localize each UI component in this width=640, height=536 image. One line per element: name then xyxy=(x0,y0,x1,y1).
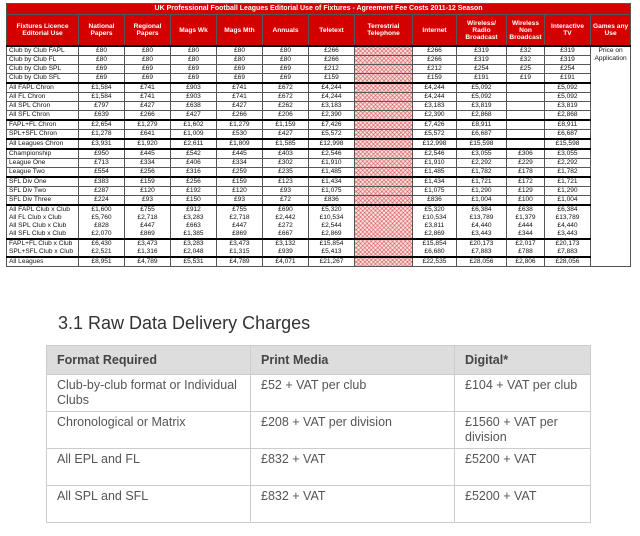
fee-row xyxy=(7,83,631,93)
fee-cell: £80 xyxy=(217,46,263,56)
fee-cell: £4,789 xyxy=(217,257,263,267)
fee-row xyxy=(7,239,631,257)
fee-row xyxy=(7,205,631,239)
fee-cell: £256 xyxy=(171,177,217,187)
fee-cell: £6,687 xyxy=(457,130,507,140)
fee-cell: £72 xyxy=(263,196,309,206)
delivery-column-header: Digital* xyxy=(455,346,591,375)
fee-cell: £191 xyxy=(457,74,507,84)
fee-row-label: All FAPL Club x Club All FL Club x Club All SPL Club x Club All SFL Club x Club xyxy=(7,205,79,239)
delivery-cell: £104 + VAT per club xyxy=(455,375,591,412)
fee-cell: £641 xyxy=(125,130,171,140)
fee-cell: £15,854 £5,413 xyxy=(309,239,355,257)
fee-cell: £319 xyxy=(545,46,591,56)
fee-row xyxy=(7,46,631,56)
fee-row-label: FAPL+FL Club x Club SPL+SFL Club x Club xyxy=(7,239,79,257)
fee-cell: £159 xyxy=(309,74,355,84)
fee-cell: £15,598 xyxy=(545,139,591,149)
fee-cell: £172 xyxy=(507,177,545,187)
delivery-row xyxy=(47,449,591,486)
terrestrial-telephone-cell xyxy=(355,139,413,149)
fee-cell: £4,244 xyxy=(309,83,355,93)
fee-cell: £266 xyxy=(309,46,355,56)
fee-row xyxy=(7,65,631,74)
delivery-cell: £832 + VAT xyxy=(251,486,455,523)
fee-cell: £427 xyxy=(217,102,263,111)
fee-cell: £69 xyxy=(263,65,309,74)
fee-column-header: Games any Use xyxy=(591,15,631,47)
fee-row xyxy=(7,130,631,140)
terrestrial-telephone-cell xyxy=(355,93,413,102)
fee-cell: £192 xyxy=(171,187,217,196)
fee-cell: £797 xyxy=(79,102,125,111)
delivery-cell: All SPL and SFL xyxy=(47,486,251,523)
fee-cell: £3,055 xyxy=(457,149,507,159)
fee-row-label: All SFL Chron xyxy=(7,111,79,121)
fee-row xyxy=(7,111,631,121)
fee-cell: £120 xyxy=(125,187,171,196)
fee-cell xyxy=(507,93,545,102)
fee-cell: £1,279 xyxy=(217,120,263,130)
delivery-cell: £1560 + VAT per division xyxy=(455,412,591,449)
fee-cell: £903 xyxy=(171,93,217,102)
fee-cell: £2,017 £788 xyxy=(507,239,545,257)
fee-cell: £80 xyxy=(171,46,217,56)
fee-cell: £8,951 xyxy=(79,257,125,267)
fee-table-title: UK Professional Football Leagues Editorial Use of Fixtures - Agreement Fee Costs 2011-12 Season xyxy=(7,4,631,15)
fee-cell: £19 xyxy=(507,74,545,84)
fee-row xyxy=(7,139,631,149)
fee-cell: £80 xyxy=(217,56,263,65)
fee-cell: £3,183 xyxy=(413,102,457,111)
fee-row xyxy=(7,257,631,267)
fee-row-label: Club by Club SPL xyxy=(7,65,79,74)
fee-cell: £28,056 xyxy=(457,257,507,267)
fee-row xyxy=(7,177,631,187)
fee-cell: £5,320 £10,534 £3,811 £2,869 xyxy=(413,205,457,239)
delivery-row xyxy=(47,375,591,412)
fee-cell: £3,473 £1,316 xyxy=(125,239,171,257)
fee-cell: £3,283 £2,048 xyxy=(171,239,217,257)
fee-cell: £266 xyxy=(125,111,171,121)
fee-cell: £4,071 xyxy=(263,257,309,267)
fee-column-header: Wireless/ Radio Broadcast xyxy=(457,15,507,47)
delivery-cell: £208 + VAT per division xyxy=(251,412,455,449)
fee-row xyxy=(7,196,631,206)
fee-cell: £5,531 xyxy=(171,257,217,267)
fee-column-header: Interactive TV xyxy=(545,15,591,47)
fee-cell: £212 xyxy=(309,65,355,74)
fee-cell: £306 xyxy=(507,149,545,159)
fee-cell: £1,290 xyxy=(457,187,507,196)
fee-cell: £5,092 xyxy=(545,93,591,102)
fee-cell: £445 xyxy=(125,149,171,159)
fee-cell: £3,132 £939 xyxy=(263,239,309,257)
terrestrial-telephone-cell xyxy=(355,111,413,121)
fee-cell: £2,611 xyxy=(171,139,217,149)
fee-cell: £530 xyxy=(217,130,263,140)
fee-row-label: All Leagues Chron xyxy=(7,139,79,149)
delivery-cell: All EPL and FL xyxy=(47,449,251,486)
fee-cell: £6,687 xyxy=(545,130,591,140)
fee-cell: £191 xyxy=(545,74,591,84)
fee-column-header: Terrestrial Telephone xyxy=(355,15,413,47)
fee-cell: £1,910 xyxy=(413,159,457,168)
fee-cell: £302 xyxy=(263,159,309,168)
fee-cell: £1,782 xyxy=(457,168,507,178)
fee-cell: £1,278 xyxy=(79,130,125,140)
fee-row-label: League Two xyxy=(7,168,79,178)
fee-cell: £159 xyxy=(413,74,457,84)
fee-cell: £69 xyxy=(125,74,171,84)
fee-cell: £3,931 xyxy=(79,139,125,149)
fee-cell: £5,092 xyxy=(545,83,591,93)
fee-row-label: Club by Club SFL xyxy=(7,74,79,84)
fee-cell: £120 xyxy=(217,187,263,196)
fee-cell: £1,721 xyxy=(457,177,507,187)
fee-cell: £150 xyxy=(171,196,217,206)
fee-cell: £690 £2,442 £272 £667 xyxy=(263,205,309,239)
terrestrial-telephone-cell xyxy=(355,74,413,84)
fee-cell xyxy=(507,130,545,140)
fee-cell: £229 xyxy=(507,159,545,168)
fee-cell: £383 xyxy=(79,177,125,187)
fee-cell: £836 xyxy=(309,196,355,206)
fee-row xyxy=(7,149,631,159)
fee-table-header-row xyxy=(7,15,631,47)
fee-cell: £15,598 xyxy=(457,139,507,149)
fee-cell: £427 xyxy=(125,102,171,111)
fee-cell: £5,320 £10,534 £2,544 £2,869 xyxy=(309,205,355,239)
fee-table xyxy=(6,3,631,267)
fee-cell: £741 xyxy=(217,93,263,102)
fee-cell: £266 xyxy=(413,46,457,56)
fee-row xyxy=(7,187,631,196)
fee-cell: £319 xyxy=(545,56,591,65)
terrestrial-telephone-cell xyxy=(355,149,413,159)
fee-cell: £69 xyxy=(171,74,217,84)
fee-cell: £80 xyxy=(263,56,309,65)
fee-cell: £1,485 xyxy=(413,168,457,178)
fee-cell: £2,546 xyxy=(413,149,457,159)
fee-cell: £32 xyxy=(507,46,545,56)
fee-cell: £69 xyxy=(79,74,125,84)
fee-row-label: SFL Div Three xyxy=(7,196,79,206)
fee-row-label: SFL Div Two xyxy=(7,187,79,196)
fee-cell: £28,056 xyxy=(545,257,591,267)
fee-cell: £6,430 £2,521 xyxy=(79,239,125,257)
fee-cell: £80 xyxy=(171,56,217,65)
fee-cell: £69 xyxy=(125,65,171,74)
fee-cell: £406 xyxy=(171,159,217,168)
fee-cell xyxy=(507,102,545,111)
fee-cell: £80 xyxy=(125,56,171,65)
fee-cell: £741 xyxy=(217,83,263,93)
fee-cell: £672 xyxy=(263,83,309,93)
fee-row xyxy=(7,56,631,65)
terrestrial-telephone-cell xyxy=(355,56,413,65)
fee-row-label: All FAPL Chron xyxy=(7,83,79,93)
fee-cell: £123 xyxy=(263,177,309,187)
fee-cell: £12,998 xyxy=(309,139,355,149)
fee-cell: £262 xyxy=(263,102,309,111)
fee-cell: £32 xyxy=(507,56,545,65)
fee-cell: £254 xyxy=(545,65,591,74)
delivery-cell: £832 + VAT xyxy=(251,449,455,486)
fee-cell: £8,911 xyxy=(545,120,591,130)
fee-cell: £1,004 xyxy=(457,196,507,206)
fee-row xyxy=(7,120,631,130)
fee-cell: £542 xyxy=(171,149,217,159)
fee-cell: £334 xyxy=(125,159,171,168)
terrestrial-telephone-cell xyxy=(355,65,413,74)
fee-cell: £1,075 xyxy=(309,187,355,196)
fee-cell: £912 £3,283 £663 £1,385 xyxy=(171,205,217,239)
fee-cell: £316 xyxy=(171,168,217,178)
fee-cell: £3,473 £1,315 xyxy=(217,239,263,257)
fee-cell: £69 xyxy=(171,65,217,74)
fee-cell: £1,004 xyxy=(545,196,591,206)
terrestrial-telephone-cell xyxy=(355,120,413,130)
fee-cell: £206 xyxy=(263,111,309,121)
fee-cell: £3,819 xyxy=(545,102,591,111)
fee-cell: £7,426 xyxy=(413,120,457,130)
delivery-row xyxy=(47,412,591,449)
fee-column-header: Annuals xyxy=(263,15,309,47)
fee-cell: £1,600 £5,760 £828 £2,070 xyxy=(79,205,125,239)
fee-cell: £4,244 xyxy=(413,83,457,93)
fee-cell: £1,485 xyxy=(309,168,355,178)
fee-cell: £1,910 xyxy=(309,159,355,168)
fee-cell: £3,819 xyxy=(457,102,507,111)
fee-cell: £554 xyxy=(79,168,125,178)
fee-cell: £427 xyxy=(171,111,217,121)
fee-cell: £20,173 £7,883 xyxy=(457,239,507,257)
fee-cell: £755 £2,718 £447 £869 xyxy=(217,205,263,239)
fee-row xyxy=(7,168,631,178)
fee-cell: £755 £2,718 £447 £869 xyxy=(125,205,171,239)
fee-cell: £1,159 xyxy=(263,120,309,130)
fee-cell: £319 xyxy=(457,46,507,56)
fee-cell: £1,809 xyxy=(217,139,263,149)
fee-cell: £334 xyxy=(217,159,263,168)
delivery-charges-table xyxy=(46,345,591,523)
fee-cell: £235 xyxy=(263,168,309,178)
fee-cell: £741 xyxy=(125,93,171,102)
fee-row xyxy=(7,74,631,84)
fee-cell: £1,009 xyxy=(171,130,217,140)
fee-cell: £1,602 xyxy=(171,120,217,130)
terrestrial-telephone-cell xyxy=(355,205,413,239)
fee-cell xyxy=(507,83,545,93)
fee-cell: £2,654 xyxy=(79,120,125,130)
fee-row-label: All Leagues xyxy=(7,257,79,267)
fee-cell: £93 xyxy=(217,196,263,206)
terrestrial-telephone-cell xyxy=(355,177,413,187)
fee-cell: £266 xyxy=(217,111,263,121)
terrestrial-telephone-cell xyxy=(355,46,413,56)
fee-cell: £15,854 £6,680 xyxy=(413,239,457,257)
terrestrial-telephone-cell xyxy=(355,83,413,93)
fee-cell: £1,584 xyxy=(79,93,125,102)
fee-row xyxy=(7,93,631,102)
fee-cell: £69 xyxy=(217,65,263,74)
fee-cell: £80 xyxy=(79,46,125,56)
fee-cell: £21,267 xyxy=(309,257,355,267)
fee-cell: £319 xyxy=(457,56,507,65)
delivery-cell: £5200 + VAT xyxy=(455,486,591,523)
fee-cell: £4,244 xyxy=(413,93,457,102)
fee-cell: £638 £1,379 £444 £344 xyxy=(507,205,545,239)
fee-cell: £256 xyxy=(125,168,171,178)
terrestrial-telephone-cell xyxy=(355,239,413,257)
delivery-charges-header-row xyxy=(47,346,591,375)
fee-cell: £1,920 xyxy=(125,139,171,149)
fee-cell: £2,868 xyxy=(457,111,507,121)
fee-cell: £2,390 xyxy=(309,111,355,121)
terrestrial-telephone-cell xyxy=(355,130,413,140)
fee-cell: £4,789 xyxy=(125,257,171,267)
terrestrial-telephone-cell xyxy=(355,257,413,267)
delivery-row xyxy=(47,486,591,523)
fee-row-label: Club by Club FL xyxy=(7,56,79,65)
fee-row-label: SPL+SFL Chron xyxy=(7,130,79,140)
fee-cell: £903 xyxy=(171,83,217,93)
fee-cell: £80 xyxy=(79,56,125,65)
fee-cell: £129 xyxy=(507,187,545,196)
fee-cell: £672 xyxy=(263,93,309,102)
fee-cell: £1,434 xyxy=(309,177,355,187)
fee-cell: £224 xyxy=(79,196,125,206)
fee-cell: £5,572 xyxy=(413,130,457,140)
fee-cell: £2,546 xyxy=(309,149,355,159)
fee-cell: £836 xyxy=(413,196,457,206)
fee-cell: £69 xyxy=(79,65,125,74)
fee-column-header: National Papers xyxy=(79,15,125,47)
fee-column-header: Regional Papers xyxy=(125,15,171,47)
fee-row-label: SFL Div One xyxy=(7,177,79,187)
fee-cell: £1,782 xyxy=(545,168,591,178)
fee-column-header: Fixtures Licence Editorial Use xyxy=(7,15,79,47)
fee-row xyxy=(7,159,631,168)
fee-cell: £287 xyxy=(79,187,125,196)
fee-cell xyxy=(507,111,545,121)
fee-cell: £2,806 xyxy=(507,257,545,267)
delivery-column-header: Print Media xyxy=(251,346,455,375)
fee-cell: £254 xyxy=(457,65,507,74)
fee-cell: £69 xyxy=(263,74,309,84)
delivery-column-header: Format Required xyxy=(47,346,251,375)
fee-cell: £6,384 £13,789 £4,440 £3,443 xyxy=(545,205,591,239)
fee-cell: £638 xyxy=(171,102,217,111)
fee-column-header: Mags Wk xyxy=(171,15,217,47)
fee-cell: £3,055 xyxy=(545,149,591,159)
fee-cell: £12,998 xyxy=(413,139,457,149)
fee-cell: £950 xyxy=(79,149,125,159)
fee-cell: £1,721 xyxy=(545,177,591,187)
fee-cell: £93 xyxy=(263,187,309,196)
fee-cell: £403 xyxy=(263,149,309,159)
fee-row-label: All SPL Chron xyxy=(7,102,79,111)
fee-cell: £159 xyxy=(125,177,171,187)
fee-cell: £5,092 xyxy=(457,93,507,102)
fee-row-label: Club by Club FAPL xyxy=(7,46,79,56)
fee-cell: £20,173 £7,883 xyxy=(545,239,591,257)
terrestrial-telephone-cell xyxy=(355,168,413,178)
fee-cell: £259 xyxy=(217,168,263,178)
fee-cell: £5,092 xyxy=(457,83,507,93)
fee-cell: £100 xyxy=(507,196,545,206)
fee-cell: £1,584 xyxy=(79,83,125,93)
fee-row xyxy=(7,102,631,111)
fee-cell: £266 xyxy=(413,56,457,65)
fee-cell: £1,290 xyxy=(545,187,591,196)
fee-cell: £3,183 xyxy=(309,102,355,111)
fee-column-header: Teletext xyxy=(309,15,355,47)
fee-cell: £639 xyxy=(79,111,125,121)
fee-cell: £445 xyxy=(217,149,263,159)
fee-cell: £741 xyxy=(125,83,171,93)
fee-cell: £1,075 xyxy=(413,187,457,196)
delivery-cell: Chronological or Matrix xyxy=(47,412,251,449)
fee-cell: £69 xyxy=(217,74,263,84)
fee-cell: £2,868 xyxy=(545,111,591,121)
terrestrial-telephone-cell xyxy=(355,159,413,168)
fee-cell: £7,426 xyxy=(309,120,355,130)
fee-cell: £25 xyxy=(507,65,545,74)
fee-cell: £1,434 xyxy=(413,177,457,187)
fee-cell xyxy=(507,120,545,130)
fee-cell: £2,292 xyxy=(457,159,507,168)
terrestrial-telephone-cell xyxy=(355,187,413,196)
terrestrial-telephone-cell xyxy=(355,196,413,206)
fee-cell: £4,244 xyxy=(309,93,355,102)
fee-cell: £212 xyxy=(413,65,457,74)
fee-cell: £2,390 xyxy=(413,111,457,121)
games-price-note: Price on Application xyxy=(591,46,631,267)
fee-column-header: Wireless Non Broadcast xyxy=(507,15,545,47)
fee-cell: £80 xyxy=(125,46,171,56)
fee-cell: £93 xyxy=(125,196,171,206)
fee-cell: £159 xyxy=(217,177,263,187)
delivery-cell: £52 + VAT per club xyxy=(251,375,455,412)
fee-cell: £178 xyxy=(507,168,545,178)
fee-column-header: Internet xyxy=(413,15,457,47)
fee-cell: £22,535 xyxy=(413,257,457,267)
fee-cell: £1,585 xyxy=(263,139,309,149)
fee-cell: £1,279 xyxy=(125,120,171,130)
section-title: 3.1 Raw Data Delivery Charges xyxy=(58,313,311,333)
fee-cell: £8,911 xyxy=(457,120,507,130)
fee-cell: £427 xyxy=(263,130,309,140)
fee-cell: £2,292 xyxy=(545,159,591,168)
fee-row-label: Championship xyxy=(7,149,79,159)
terrestrial-telephone-cell xyxy=(355,102,413,111)
fee-cell xyxy=(507,139,545,149)
fee-cell: £80 xyxy=(263,46,309,56)
fee-cell: £713 xyxy=(79,159,125,168)
fee-row-label: All FL Chron xyxy=(7,93,79,102)
delivery-cell: Club-by-club format or Individual Clubs xyxy=(47,375,251,412)
fee-cell: £5,572 xyxy=(309,130,355,140)
fee-cell: £6,384 £13,789 £4,440 £3,443 xyxy=(457,205,507,239)
delivery-cell: £5200 + VAT xyxy=(455,449,591,486)
fee-row-label: League One xyxy=(7,159,79,168)
fee-row-label: FAPL+FL Chron xyxy=(7,120,79,130)
fee-column-header: Mags Mth xyxy=(217,15,263,47)
fee-cell: £266 xyxy=(309,56,355,65)
